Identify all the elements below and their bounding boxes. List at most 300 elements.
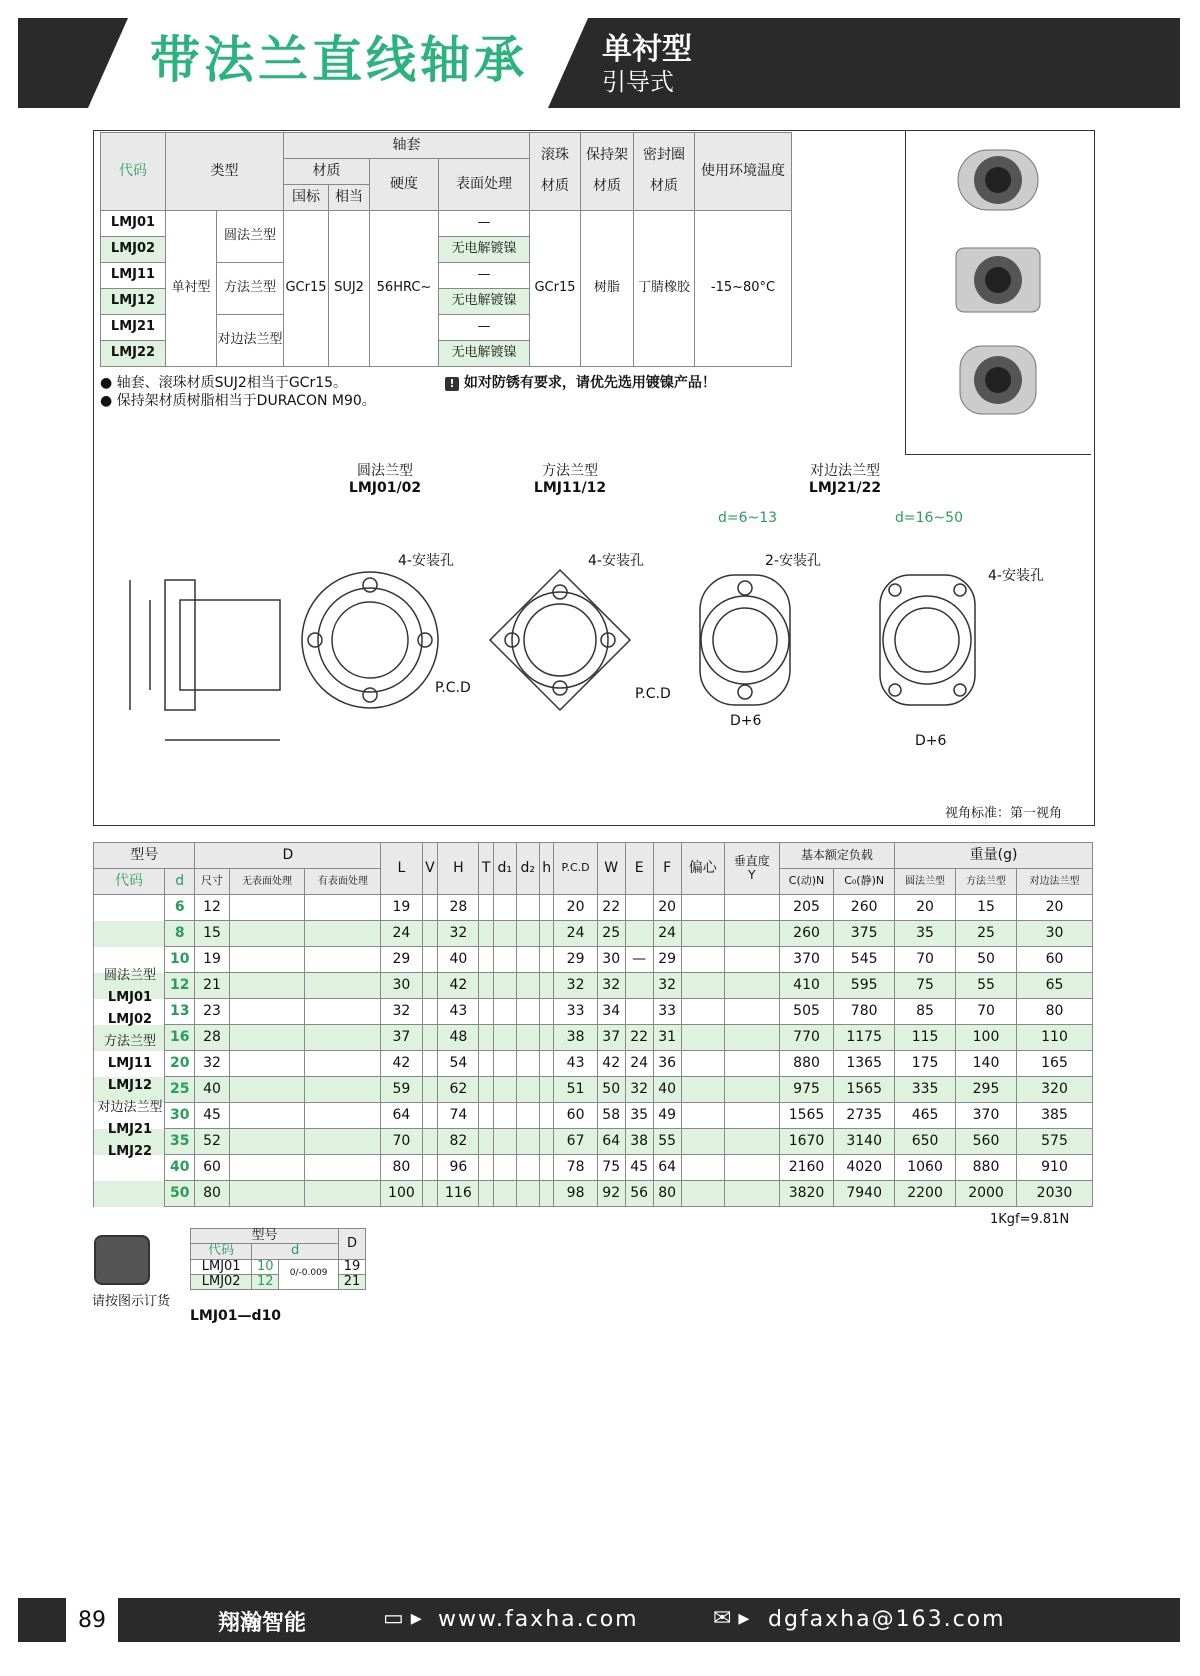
footer-bar (118, 1598, 1180, 1642)
table-cell: 2160 (779, 1155, 833, 1181)
spec-hardness: 56HRC~ (370, 211, 439, 367)
warning-note: ! 如对防锈有要求，请优先选用镀镍产品！ (445, 372, 716, 392)
table-cell (229, 921, 305, 947)
table-cell: 100 (956, 1025, 1017, 1051)
table-cell: 780 (834, 999, 895, 1025)
table-cell (724, 999, 779, 1025)
dim-side-labels: 圆法兰型 LMJ01 LMJ02 方法兰型 LMJ11 LMJ12 对边法兰型 LMJ21 LMJ22 (97, 968, 163, 1159)
table-cell (516, 1077, 539, 1103)
table-cell (493, 1025, 516, 1051)
spec-header-surface: 表面处理 (439, 159, 530, 211)
dim-header-weight: 重量(g) (895, 843, 1093, 869)
table-cell (516, 999, 539, 1025)
order-header-d: d (252, 1244, 339, 1259)
table-row (94, 1181, 1093, 1207)
label-pcd-round: P.C.D (435, 680, 471, 696)
table-cell: 32 (195, 1051, 229, 1077)
table-cell (479, 1129, 493, 1155)
table-cell: 78 (554, 1155, 597, 1181)
table-cell: 12 (165, 973, 195, 999)
dim-header-d: d (165, 869, 195, 895)
table-cell (493, 947, 516, 973)
table-cell (305, 973, 381, 999)
table-cell: 80 (653, 1181, 681, 1207)
spec-header-temp: 使用环境温度 (695, 133, 792, 211)
table-cell: 59 (381, 1077, 422, 1103)
spec-type-round: 圆法兰型 (217, 211, 284, 263)
table-cell: 45 (625, 1155, 653, 1181)
spec-code: LMJ22 (101, 341, 166, 367)
table-cell (724, 1077, 779, 1103)
table-cell: 880 (779, 1051, 833, 1077)
table-cell (479, 1077, 493, 1103)
spec-surface: — (439, 211, 530, 237)
table-cell: 560 (956, 1129, 1017, 1155)
table-cell (724, 1155, 779, 1181)
spec-eq: SUJ2 (329, 211, 370, 367)
order-d: 10 (252, 1259, 279, 1274)
table-cell (493, 1103, 516, 1129)
table-cell: 6 (165, 895, 195, 921)
spec-surface: — (439, 263, 530, 289)
table-cell: 32 (381, 999, 422, 1025)
table-cell: 2000 (956, 1181, 1017, 1207)
table-cell: 92 (597, 1181, 625, 1207)
table-cell (724, 1181, 779, 1207)
table-cell: 85 (895, 999, 956, 1025)
table-cell: 40 (438, 947, 479, 973)
spec-type-single: 单衬型 (166, 211, 217, 367)
product-photos (905, 130, 1091, 455)
kgf-note: 1Kgf=9.81N (990, 1212, 1070, 1227)
table-cell: 50 (597, 1077, 625, 1103)
dim-header-H: H (438, 843, 479, 895)
table-cell (305, 1129, 381, 1155)
dim-header-V: V (422, 843, 438, 895)
table-cell: 410 (779, 973, 833, 999)
footer-email[interactable]: dgfaxha@163.com (768, 1607, 1006, 1632)
table-cell: 55 (956, 973, 1017, 999)
table-cell: 35 (625, 1103, 653, 1129)
table-cell (479, 921, 493, 947)
spec-seal: 丁腈橡胶 (634, 211, 695, 367)
table-cell (539, 947, 554, 973)
table-cell: 74 (438, 1103, 479, 1129)
table-cell: 100 (381, 1181, 422, 1207)
table-cell (539, 999, 554, 1025)
note-1: ● 轴套、滚珠材质SUJ2相当于GCr15。 (100, 375, 348, 391)
table-cell (724, 921, 779, 947)
drawing-title-round: 圆法兰型 LMJ01/02 (348, 463, 422, 496)
table-cell: 28 (195, 1025, 229, 1051)
dim-header-w1: 圆法兰型 (895, 869, 956, 895)
table-cell: 650 (895, 1129, 956, 1155)
table-cell (625, 999, 653, 1025)
table-cell (493, 1155, 516, 1181)
table-cell: 60 (195, 1155, 229, 1181)
table-cell: 30 (165, 1103, 195, 1129)
table-cell (479, 1155, 493, 1181)
table-cell (229, 1025, 305, 1051)
dim-header-surf: 有表面处理 (305, 869, 381, 895)
order-d: 12 (252, 1274, 279, 1289)
dim-header-model: 型号 (94, 843, 195, 869)
page-subtitle-2: 引导式 (602, 68, 674, 96)
table-cell: — (625, 947, 653, 973)
table-cell: 910 (1016, 1155, 1092, 1181)
table-cell (422, 921, 438, 947)
table-cell: 40 (165, 1155, 195, 1181)
table-cell: 24 (653, 921, 681, 947)
table-cell (681, 1077, 724, 1103)
table-cell: 32 (597, 973, 625, 999)
dim-header-L: L (381, 843, 422, 895)
table-cell: 19 (381, 895, 422, 921)
footer-brand: 翔瀚智能 (218, 1611, 307, 1636)
table-cell: 67 (554, 1129, 597, 1155)
table-cell: 2030 (1016, 1181, 1092, 1207)
table-cell: 23 (195, 999, 229, 1025)
table-row (94, 1103, 1093, 1129)
table-row (94, 1077, 1093, 1103)
dim-header-E: E (625, 843, 653, 895)
order-header-model: 型号 (191, 1229, 339, 1244)
table-cell: 21 (195, 973, 229, 999)
table-cell: 80 (381, 1155, 422, 1181)
page-subtitle: 单衬型 (602, 32, 692, 67)
order-label: 请按图示订货 (92, 1294, 171, 1309)
table-cell: 96 (438, 1155, 479, 1181)
page-number: 89 (78, 1608, 106, 1633)
table-cell: 7940 (834, 1181, 895, 1207)
table-cell (305, 1077, 381, 1103)
dim-header-h: h (539, 843, 554, 895)
table-cell (681, 1155, 724, 1181)
table-cell (681, 1129, 724, 1155)
table-cell (724, 895, 779, 921)
spec-type-side: 对边法兰型 (217, 315, 284, 367)
table-cell (229, 999, 305, 1025)
table-cell: 60 (554, 1103, 597, 1129)
table-cell: 64 (653, 1155, 681, 1181)
table-cell: 80 (1016, 999, 1092, 1025)
order-tol: 0/-0.009 (279, 1259, 339, 1290)
table-cell: 40 (195, 1077, 229, 1103)
info-icon: ! (445, 377, 459, 391)
table-cell: 37 (597, 1025, 625, 1051)
label-d6-large: D+6 (915, 733, 947, 749)
table-cell (422, 947, 438, 973)
table-cell: 10 (165, 947, 195, 973)
table-cell: 50 (956, 947, 1017, 973)
table-cell (539, 1051, 554, 1077)
table-cell: 770 (779, 1025, 833, 1051)
dim-header-pcd: P.C.D (554, 843, 597, 895)
table-cell (539, 1077, 554, 1103)
table-cell: 40 (653, 1077, 681, 1103)
table-cell: 35 (895, 921, 956, 947)
table-cell: 24 (625, 1051, 653, 1077)
table-cell (493, 1129, 516, 1155)
table-row (94, 1129, 1093, 1155)
table-cell: 20 (653, 895, 681, 921)
table-cell: 320 (1016, 1077, 1092, 1103)
table-cell (305, 921, 381, 947)
table-cell (724, 1103, 779, 1129)
table-cell: 19 (195, 947, 229, 973)
table-cell (422, 1051, 438, 1077)
table-cell: 43 (554, 1051, 597, 1077)
dim-header-code: 代码 (94, 869, 165, 895)
spec-header-sleeve: 轴套 (284, 133, 530, 159)
table-cell (539, 1129, 554, 1155)
table-cell: 15 (195, 921, 229, 947)
table-cell: 20 (165, 1051, 195, 1077)
table-cell (681, 1051, 724, 1077)
table-cell: 22 (597, 895, 625, 921)
table-cell (681, 1181, 724, 1207)
table-cell: 175 (895, 1051, 956, 1077)
table-cell: 1565 (834, 1077, 895, 1103)
table-cell (724, 1051, 779, 1077)
table-cell (681, 973, 724, 999)
table-cell (229, 973, 305, 999)
table-row (94, 947, 1093, 973)
spec-header-ball: 滚珠 材质 (530, 133, 581, 211)
table-cell: 375 (834, 921, 895, 947)
table-cell: 1565 (779, 1103, 833, 1129)
table-cell: 385 (1016, 1103, 1092, 1129)
spec-type-square: 方法兰型 (217, 263, 284, 315)
table-cell (493, 895, 516, 921)
table-cell: 31 (653, 1025, 681, 1051)
table-cell: 48 (438, 1025, 479, 1051)
table-cell (516, 1181, 539, 1207)
table-cell (516, 1129, 539, 1155)
table-cell: 545 (834, 947, 895, 973)
dim-header-w2: 方法兰型 (956, 869, 1017, 895)
label-hole-round: 4-安装孔 (398, 553, 454, 569)
table-cell: 12 (195, 895, 229, 921)
table-cell: 64 (381, 1103, 422, 1129)
table-cell (479, 895, 493, 921)
table-cell (539, 1025, 554, 1051)
table-cell: 36 (653, 1051, 681, 1077)
table-cell: 82 (438, 1129, 479, 1155)
table-cell: 1670 (779, 1129, 833, 1155)
table-cell: 32 (653, 973, 681, 999)
table-cell (229, 1181, 305, 1207)
table-cell (516, 1155, 539, 1181)
table-cell: 70 (956, 999, 1017, 1025)
spec-header-type: 类型 (166, 133, 284, 211)
spec-ball: GCr15 (530, 211, 581, 367)
table-cell (516, 973, 539, 999)
table-cell: 4020 (834, 1155, 895, 1181)
table-cell: 54 (438, 1051, 479, 1077)
spec-header-material: 材质 (284, 159, 370, 185)
table-cell: 58 (597, 1103, 625, 1129)
footer (18, 1598, 1180, 1642)
table-cell: 20 (554, 895, 597, 921)
view-standard: 视角标准：第一视角 (945, 806, 1063, 821)
table-cell: 575 (1016, 1129, 1092, 1155)
table-cell (229, 1103, 305, 1129)
table-cell: 295 (956, 1077, 1017, 1103)
table-cell: 35 (165, 1129, 195, 1155)
dim-header-C: C(动)N (779, 869, 833, 895)
spec-surface: 无电解镀镍 (439, 289, 530, 315)
table-cell: 370 (956, 1103, 1017, 1129)
order-code: LMJ02 (191, 1274, 252, 1289)
label-hole-side-large: 4-安装孔 (988, 568, 1044, 584)
spec-temp: -15~80°C (695, 211, 792, 367)
table-cell (493, 1181, 516, 1207)
dim-header-W: W (597, 843, 625, 895)
table-cell: 34 (597, 999, 625, 1025)
table-cell (422, 1025, 438, 1051)
table-row (94, 1051, 1093, 1077)
table-cell: 42 (381, 1051, 422, 1077)
table-cell: 975 (779, 1077, 833, 1103)
table-cell: 116 (438, 1181, 479, 1207)
table-cell: 260 (834, 895, 895, 921)
table-cell: 98 (554, 1181, 597, 1207)
order-code: LMJ01 (191, 1259, 252, 1274)
table-cell: 16 (165, 1025, 195, 1051)
spec-surface: 无电解镀镍 (439, 237, 530, 263)
table-cell (516, 895, 539, 921)
table-cell: 24 (554, 921, 597, 947)
table-cell: 205 (779, 895, 833, 921)
table-cell: 3820 (779, 1181, 833, 1207)
table-cell (539, 973, 554, 999)
table-cell (422, 895, 438, 921)
order-header-code: 代码 (191, 1244, 252, 1259)
spec-code: LMJ11 (101, 263, 166, 289)
table-cell: 30 (597, 947, 625, 973)
table-cell (493, 1077, 516, 1103)
table-cell (681, 999, 724, 1025)
table-cell (305, 1155, 381, 1181)
table-row (94, 921, 1093, 947)
table-cell: 65 (1016, 973, 1092, 999)
table-cell: 32 (438, 921, 479, 947)
table-cell: 260 (779, 921, 833, 947)
table-cell: 1175 (834, 1025, 895, 1051)
order-D: 21 (338, 1274, 365, 1289)
spec-header-cage: 保持架 材质 (581, 133, 634, 211)
table-cell: 30 (381, 973, 422, 999)
order-D: 19 (338, 1259, 365, 1274)
table-cell (493, 973, 516, 999)
table-cell (305, 1181, 381, 1207)
table-cell: 51 (554, 1077, 597, 1103)
table-cell (493, 1051, 516, 1077)
table-row (94, 973, 1093, 999)
table-cell (539, 1181, 554, 1207)
table-cell (539, 1155, 554, 1181)
table-cell (94, 895, 165, 921)
table-cell: 140 (956, 1051, 1017, 1077)
spec-surface: 无电解镀镍 (439, 341, 530, 367)
table-row (94, 1155, 1093, 1181)
table-cell (229, 895, 305, 921)
table-cell: 335 (895, 1077, 956, 1103)
table-cell: 20 (1016, 895, 1092, 921)
table-cell (493, 999, 516, 1025)
dimension-table (93, 842, 1093, 1207)
table-row (94, 895, 1093, 921)
dim-header-D: D (195, 843, 381, 869)
table-cell (479, 947, 493, 973)
table-cell: 13 (165, 999, 195, 1025)
material-spec-table (100, 132, 792, 367)
table-cell: 45 (195, 1103, 229, 1129)
drawing-title-square: 方法兰型 LMJ11/12 (533, 463, 607, 496)
footer-website[interactable]: www.faxha.com (438, 1607, 639, 1632)
table-cell (305, 999, 381, 1025)
table-cell (305, 895, 381, 921)
table-cell (724, 947, 779, 973)
table-cell (681, 947, 724, 973)
spec-header-eq: 相当 (329, 185, 370, 211)
table-cell (479, 1181, 493, 1207)
dim-header-w3: 对边法兰型 (1016, 869, 1092, 895)
table-cell (479, 999, 493, 1025)
table-cell: 24 (381, 921, 422, 947)
label-pcd-square: P.C.D (635, 686, 671, 702)
table-cell: 50 (165, 1181, 195, 1207)
table-cell: 42 (438, 973, 479, 999)
spec-gb: GCr15 (284, 211, 329, 367)
dim-header-load: 基本额定负载 (779, 843, 894, 869)
table-row (94, 999, 1093, 1025)
table-cell (493, 921, 516, 947)
table-cell: 29 (653, 947, 681, 973)
footer-block (18, 1598, 66, 1642)
table-cell (516, 947, 539, 973)
table-cell: 38 (554, 1025, 597, 1051)
table-cell (229, 1129, 305, 1155)
dim-header-size: 尺寸 (195, 869, 229, 895)
table-cell: 25 (956, 921, 1017, 947)
table-cell: 28 (438, 895, 479, 921)
table-cell (94, 921, 165, 947)
table-cell (229, 947, 305, 973)
label-hole-square: 4-安装孔 (588, 553, 644, 569)
spec-header-seal: 密封圈 材质 (634, 133, 695, 211)
phone-icon (94, 1235, 150, 1285)
table-cell (229, 1077, 305, 1103)
table-cell: 75 (895, 973, 956, 999)
table-cell: 70 (381, 1129, 422, 1155)
table-cell: 2200 (895, 1181, 956, 1207)
table-row (94, 1025, 1093, 1051)
dim-header-C0: C₀(静)N (834, 869, 895, 895)
table-cell: 80 (195, 1181, 229, 1207)
table-cell (229, 1051, 305, 1077)
order-table (190, 1228, 366, 1290)
table-cell: 22 (625, 1025, 653, 1051)
spec-surface: — (439, 315, 530, 341)
table-cell (724, 973, 779, 999)
table-cell (516, 1051, 539, 1077)
table-cell (422, 1103, 438, 1129)
table-cell: 25 (597, 921, 625, 947)
table-cell: 110 (1016, 1025, 1092, 1051)
table-cell (625, 921, 653, 947)
